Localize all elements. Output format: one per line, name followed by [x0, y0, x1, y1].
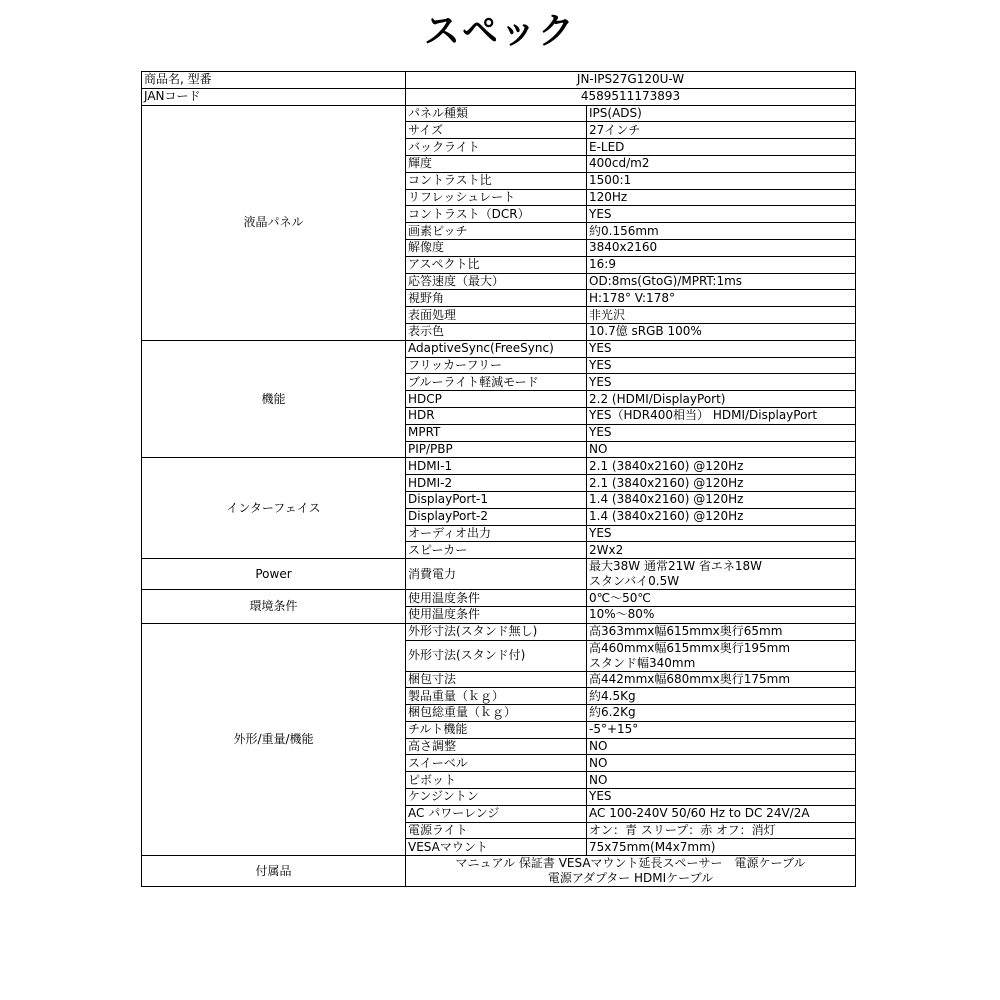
spec-value-line: -5°+15° — [589, 722, 639, 737]
spec-value-line: IPS(ADS) — [589, 105, 642, 120]
spec-value-line: 16:9 — [589, 257, 616, 272]
spec-label: HDCP — [406, 391, 587, 408]
spec-label: AdaptiveSync(FreeSync) — [406, 340, 587, 357]
spec-label: MPRT — [406, 424, 587, 441]
spec-value-line: 高442mmx幅680mmx奥行175mm — [589, 671, 791, 686]
spec-value — [587, 323, 856, 340]
spec-value — [587, 155, 856, 172]
spec-value-line: 0℃～50℃ — [589, 590, 651, 605]
spec-value — [587, 239, 856, 256]
spec-value-line: 10.7億 sRGB 100% — [589, 324, 702, 339]
spec-value-line: H:178° V:178° — [589, 290, 675, 305]
spec-label: 高さ調整 — [406, 738, 587, 755]
spec-value — [587, 688, 856, 705]
spec-value — [587, 374, 856, 391]
spec-value — [587, 542, 856, 559]
header-value: 4589511173893 — [406, 88, 856, 105]
spec-value-line: スタンバイ0.5W — [589, 574, 680, 589]
spec-value — [587, 671, 856, 688]
spec-value-line: 400cd/m2 — [589, 156, 650, 171]
spec-value — [587, 307, 856, 324]
spec-value — [587, 475, 856, 492]
accessories-line: 電源アダプター HDMIケーブル — [547, 871, 714, 886]
spec-value — [587, 789, 856, 806]
spec-value — [587, 172, 856, 189]
category-cell: 環境条件 — [142, 590, 406, 624]
spec-value-line: YES — [589, 341, 612, 356]
spec-value-line: 約0.156mm — [589, 223, 659, 238]
spec-value — [587, 391, 856, 408]
table-row — [142, 340, 856, 357]
spec-value-line: 2.1 (3840x2160) @120Hz — [589, 475, 744, 490]
accessories-line: マニュアル 保証書 VESAマウント延長スペーサー 電源ケーブル — [455, 856, 806, 871]
spec-label: 梱包総重量（ｋｇ） — [406, 705, 587, 722]
spec-value-line: 120Hz — [589, 189, 628, 204]
spec-value-line: 1.4 (3840x2160) @120Hz — [589, 509, 744, 524]
spec-value — [587, 273, 856, 290]
table-row — [142, 72, 856, 89]
spec-label: コントラスト（DCR） — [406, 206, 587, 223]
spec-label: VESAマウント — [406, 839, 587, 856]
spec-value-line: YES — [589, 525, 612, 540]
header-value: JN-IPS27G120U-W — [406, 72, 856, 89]
spec-value-line: 1500:1 — [589, 173, 632, 188]
spec-label: ケンジントン — [406, 789, 587, 806]
header-label: 商品名, 型番 — [142, 72, 406, 89]
spec-value-line: E-LED — [589, 139, 625, 154]
spec-value-line: 最大38W 通常21W 省エネ18W — [589, 559, 763, 574]
spec-value — [587, 491, 856, 508]
spec-label: PIP/PBP — [406, 441, 587, 458]
spec-value — [587, 139, 856, 156]
spec-value-line: スタンド幅340mm — [589, 655, 696, 670]
spec-label: 使用温度条件 — [406, 606, 587, 623]
spec-label: アスペクト比 — [406, 256, 587, 273]
spec-value — [587, 640, 856, 671]
spec-label: 応答速度（最大） — [406, 273, 587, 290]
spec-table — [141, 71, 856, 887]
spec-value — [587, 407, 856, 424]
spec-label: 製品重量（ｋｇ） — [406, 688, 587, 705]
spec-value — [587, 256, 856, 273]
spec-label: HDMI-2 — [406, 475, 587, 492]
header-label: JANコード — [142, 88, 406, 105]
spec-value — [587, 606, 856, 623]
spec-value-line: NO — [589, 772, 608, 787]
spec-value-line: 高460mmx幅615mmx奥行195mm — [589, 640, 791, 655]
spec-value-line: 1.4 (3840x2160) @120Hz — [589, 492, 744, 507]
spec-value — [587, 705, 856, 722]
spec-value-line: オン：青 スリープ：赤 オフ：消灯 — [589, 823, 776, 838]
spec-label: オーディオ出力 — [406, 525, 587, 542]
spec-label: 電源ライト — [406, 822, 587, 839]
spec-value — [587, 122, 856, 139]
table-row — [142, 105, 856, 122]
spec-value-line: AC 100-240V 50/60 Hz to DC 24V/2A — [589, 806, 810, 821]
spec-label: サイズ — [406, 122, 587, 139]
spec-label: コントラスト比 — [406, 172, 587, 189]
accessories-value — [406, 856, 856, 887]
spec-value-line: YES（HDR400相当） HDMI/DisplayPort — [589, 408, 818, 423]
spec-value-line: YES — [589, 789, 612, 804]
spec-label: DisplayPort-2 — [406, 508, 587, 525]
spec-value-line: YES — [589, 425, 612, 440]
spec-value-line: YES — [589, 374, 612, 389]
spec-label: DisplayPort-1 — [406, 491, 587, 508]
spec-label: 表面処理 — [406, 307, 587, 324]
spec-label: 外形寸法(スタンド無し) — [406, 623, 587, 640]
category-cell: 機能 — [142, 340, 406, 458]
spec-label: 視野角 — [406, 290, 587, 307]
spec-value — [587, 189, 856, 206]
spec-value-line: 約4.5Kg — [589, 688, 636, 703]
spec-value-line: 約6.2Kg — [589, 705, 636, 720]
spec-label: 梱包寸法 — [406, 671, 587, 688]
spec-value — [587, 623, 856, 640]
spec-value-line: 27インチ — [589, 122, 641, 137]
spec-value — [587, 755, 856, 772]
spec-value-line: 2.2 (HDMI/DisplayPort) — [589, 391, 726, 406]
spec-value — [587, 508, 856, 525]
spec-value — [587, 290, 856, 307]
spec-value — [587, 206, 856, 223]
spec-value-line: YES — [589, 357, 612, 372]
spec-value-line: NO — [589, 441, 608, 456]
spec-value-line: YES — [589, 206, 612, 221]
spec-label: 表示色 — [406, 323, 587, 340]
category-cell: インターフェイス — [142, 458, 406, 559]
spec-value — [587, 738, 856, 755]
spec-label: スピーカー — [406, 542, 587, 559]
spec-value-line: 10%～80% — [589, 607, 655, 622]
spec-label: 画素ピッチ — [406, 223, 587, 240]
spec-value — [587, 721, 856, 738]
table-row — [142, 88, 856, 105]
spec-label: ピボット — [406, 772, 587, 789]
spec-label: パネル種類 — [406, 105, 587, 122]
spec-label: HDR — [406, 407, 587, 424]
spec-value — [587, 223, 856, 240]
spec-label: スイーベル — [406, 755, 587, 772]
spec-label: 輝度 — [406, 155, 587, 172]
spec-value-line: 非光沢 — [589, 307, 626, 322]
spec-value — [587, 424, 856, 441]
category-cell: 外形/重量/機能 — [142, 623, 406, 856]
spec-label: バックライト — [406, 139, 587, 156]
page-title: スペック — [423, 11, 576, 52]
spec-value — [587, 525, 856, 542]
spec-label: 消費電力 — [406, 559, 587, 590]
category-cell: Power — [142, 559, 406, 590]
table-row — [142, 623, 856, 640]
spec-label: チルト機能 — [406, 721, 587, 738]
spec-value-line: OD:8ms(GtoG)/MPRT:1ms — [589, 273, 743, 288]
spec-value-line: 2Wx2 — [589, 542, 624, 557]
spec-value-line: 2.1 (3840x2160) @120Hz — [589, 458, 744, 473]
spec-value — [587, 105, 856, 122]
category-cell: 液晶パネル — [142, 105, 406, 340]
table-row — [142, 856, 856, 887]
spec-value — [587, 839, 856, 856]
category-cell: 付属品 — [142, 856, 406, 887]
spec-value-line: 75x75mm(M4x7mm) — [589, 839, 716, 854]
spec-label: 解像度 — [406, 239, 587, 256]
spec-label: 外形寸法(スタンド付) — [406, 640, 587, 671]
table-row — [142, 458, 856, 475]
spec-value-line: 3840x2160 — [589, 240, 658, 255]
spec-value — [587, 590, 856, 607]
spec-label: AC パワーレンジ — [406, 805, 587, 822]
spec-value-line: NO — [589, 739, 608, 754]
spec-label: フリッカーフリー — [406, 357, 587, 374]
spec-value — [587, 805, 856, 822]
spec-value — [587, 340, 856, 357]
spec-label: 使用温度条件 — [406, 590, 587, 607]
spec-label: HDMI-1 — [406, 458, 587, 475]
table-row — [142, 590, 856, 607]
spec-value — [587, 559, 856, 590]
spec-value — [587, 822, 856, 839]
spec-label: ブルーライト軽減モード — [406, 374, 587, 391]
spec-value — [587, 357, 856, 374]
spec-value-line: 高363mmx幅615mmx奥行65mm — [589, 624, 783, 639]
spec-value — [587, 441, 856, 458]
spec-value — [587, 458, 856, 475]
spec-value — [587, 772, 856, 789]
table-row — [142, 559, 856, 590]
spec-label: リフレッシュレート — [406, 189, 587, 206]
spec-value-line: NO — [589, 755, 608, 770]
